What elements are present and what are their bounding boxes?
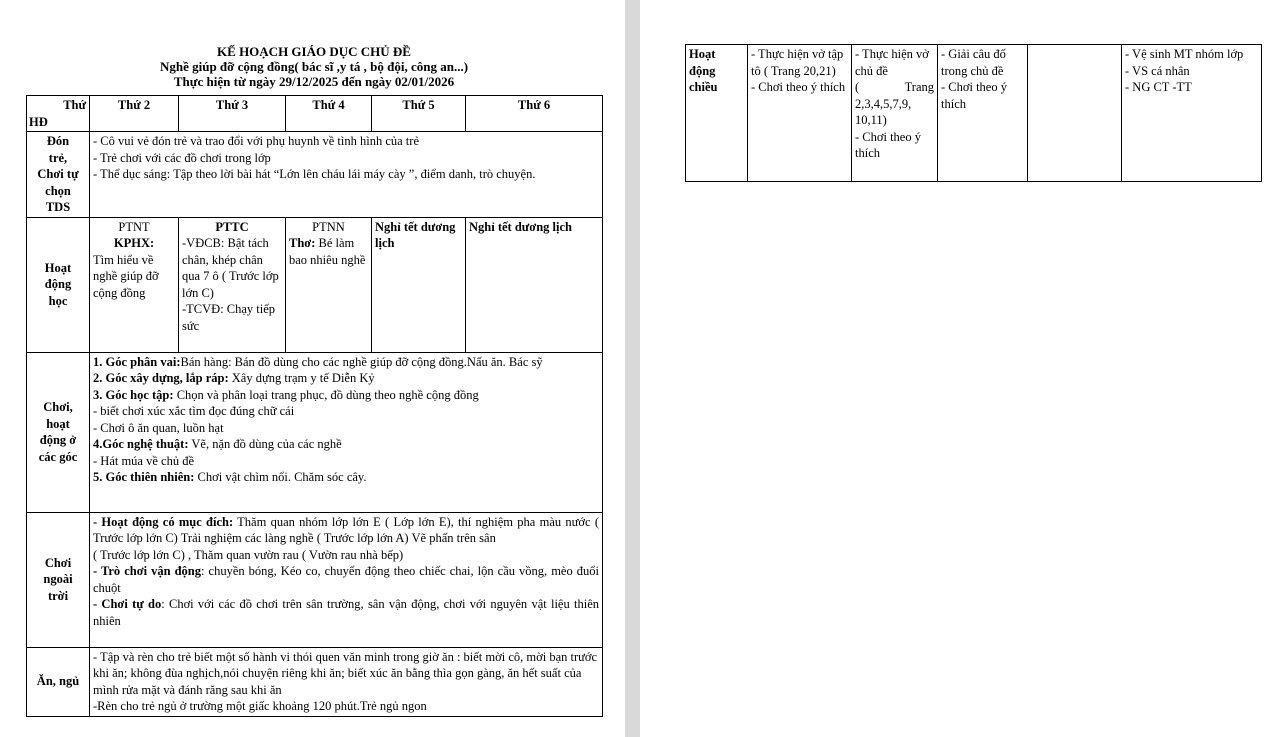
row-label-line: Hoạt — [689, 47, 716, 61]
row-label-afternoon — [686, 45, 748, 182]
row-label-corners — [27, 352, 90, 512]
header-day-fri: Thứ 6 — [466, 96, 603, 132]
outdoor-text: Thăm quan nhóm lớp lớn E ( Lớp lớn E), thí nghiệm pha màu nước ( Trước lớp lớn C) Trải nghiệm các làng nghề ( Trước lớp lớn A) Vẽ phấn trên sân — [93, 514, 600, 545]
row-label-line: động — [44, 277, 72, 292]
corner-item — [93, 370, 599, 387]
row-label-line: Đón — [46, 134, 70, 148]
header-day-label: Thứ — [63, 98, 86, 112]
corner-item — [93, 469, 599, 486]
row-label-welcome — [27, 132, 90, 218]
row-label-line: Hoạt — [44, 260, 72, 275]
outdoor-heading: - Trò chơi vận động — [93, 564, 202, 578]
afternoon-thu — [1028, 45, 1122, 182]
header-day-tue: Thứ 3 — [179, 96, 286, 132]
learning-tue-text: -TCVĐ: Chạy tiếp sức — [182, 302, 276, 333]
outdoor-content — [90, 512, 603, 647]
header-day-wed: Thứ 4 — [286, 96, 372, 132]
afternoon-line: - VS cá nhân — [1125, 63, 1190, 78]
welcome-content — [90, 132, 603, 218]
outdoor-text: : Chơi với các đồ chơi trên sân trường, sân vận động, chơi với nguyên vật liệu thiên nhiên — [93, 597, 599, 628]
row-label-line: học — [48, 293, 68, 308]
outdoor-line: ( Trước lớp lớn C) , Thăm quan vườn rau ( Vườn rau nhà bếp) — [93, 547, 404, 562]
welcome-line: - Cô vui vẻ đón trẻ và trao đổi với phụ huynh về tình hình của trẻ — [93, 134, 419, 148]
outdoor-line — [93, 596, 599, 629]
corner-item-heading: 4.Góc nghệ thuật: — [93, 437, 189, 451]
afternoon-wed — [938, 45, 1028, 182]
afternoon-line: - Chơi theo ý thích — [941, 80, 1007, 111]
row-label-line: Chơi — [44, 555, 72, 570]
header-activity-label: HĐ — [29, 114, 48, 129]
row-label-line: các góc — [38, 449, 78, 464]
corner-item — [93, 387, 599, 404]
corner-item-text: Vẽ, nặn đồ dùng của các nghề — [188, 437, 342, 451]
afternoon-line: - Giải câu đố trong chủ đề — [941, 47, 1006, 78]
row-welcome — [27, 132, 603, 218]
afternoon-line: - Chơi theo ý thích — [751, 80, 846, 94]
welcome-line: - Thể dục sáng: Tập theo lời bài hát “Lớn lên cháu lái máy cày ”, điểm danh, trò chuyện. — [93, 167, 536, 181]
document-subtitle: Nghề giúp đỡ cộng đồng( bác sĩ ,y tá , bộ đội, công an...) — [159, 59, 469, 74]
table-header-row — [27, 96, 603, 132]
row-afternoon — [686, 45, 1262, 182]
afternoon-table — [685, 44, 1262, 182]
corner-item — [93, 354, 599, 371]
header-activity-cell — [27, 96, 90, 132]
learning-tue-text: -VĐCB: Bật tách chân, khép chân qua 7 ô ( Trước lớp lớn C) — [182, 236, 279, 300]
document-title: KẾ HOẠCH GIÁO DỤC CHỦ ĐỀ — [217, 44, 411, 59]
plan-table — [26, 95, 603, 717]
afternoon-fri — [1122, 45, 1262, 182]
header-day-thu: Thứ 5 — [372, 96, 466, 132]
welcome-line: - Trẻ chơi với các đồ chơi trong lớp — [93, 150, 271, 165]
row-eating — [27, 647, 603, 716]
row-label-line: động ở — [39, 433, 77, 447]
afternoon-mon — [748, 45, 852, 182]
corners-content — [90, 352, 603, 512]
corner-item-text: - Chơi ô ăn quan, luồn hạt — [93, 420, 224, 435]
corner-item-heading: 3. Góc học tập: — [93, 387, 174, 402]
afternoon-line: - NG CT -TT — [1125, 80, 1192, 94]
corner-item-text: Chọn và phân loại trang phục, đồ dùng theo nghề cộng đồng — [173, 387, 479, 402]
row-outdoor — [27, 512, 603, 647]
row-label-line: Chơi tự — [37, 167, 79, 181]
row-corners — [27, 352, 603, 512]
corner-item-text: - biết chơi xúc xắc tìm đọc đúng chữ cái — [93, 404, 295, 418]
corner-item — [93, 436, 599, 453]
learning-fri: Nghỉ tết dương lịch — [466, 217, 603, 352]
outdoor-line — [93, 514, 599, 547]
afternoon-line: - Thực hiện vở chủ đề — [855, 47, 929, 78]
row-learning — [27, 217, 603, 352]
row-label-line: chọn — [45, 183, 71, 198]
learning-thu: Nghỉ tết dương lịch — [372, 217, 466, 352]
eating-line: -Rèn cho trẻ ngủ ở trường một giấc khoảng 120 phút.Trẻ ngủ ngon — [93, 699, 427, 713]
learning-wed-subject: Thơ: — [289, 236, 316, 250]
row-label-line: hoạt — [46, 416, 70, 431]
afternoon-line: - Chơi theo ý thích — [855, 129, 921, 160]
document-date-range: Thực hiện từ ngày 29/12/2025 đến ngày 02/01/2026 — [173, 74, 455, 89]
eating-line: - Tập và rèn cho trẻ biết một số hành vi thói quen văn minh trong giờ ăn : biết mời cô, mời bạn trước khi ăn; không đùa nghịch,nói chuyện riêng khi ăn; biết xúc ăn bằng thìa gọn gàng, ăn hết suất của mình rửa mặt và đánh răng sau khi ăn — [93, 649, 598, 697]
eating-content — [90, 647, 603, 716]
corner-item-text: Xây dựng trạm y tế Diễn Kỷ — [228, 371, 375, 385]
learning-tue-title: PTTC — [215, 219, 249, 234]
corner-item-heading: 2. Góc xây dựng, lắp ráp: — [93, 371, 229, 385]
afternoon-line: ( Trang 2,3,4,5,7,9, 10,11) — [855, 80, 934, 127]
corner-item-text: Bán hàng: Bán đồ dùng cho các nghề giúp đỡ cộng đồng.Nấu ăn. Bác sỹ — [180, 354, 543, 369]
row-label-line: Chơi, — [43, 400, 73, 414]
outdoor-text: : chuyền bóng, Kéo co, chuyển động theo chiếc chai, lộn cầu vồng, mèo đuổi chuột — [93, 564, 599, 595]
corner-item-heading: 1. Góc phân vai: — [93, 354, 181, 369]
learning-mon-text: Tìm hiểu về nghề giúp đỡ cộng đồng — [93, 252, 159, 300]
corner-item — [93, 420, 599, 437]
corner-item-text: - Hát múa về chủ đề — [93, 453, 195, 468]
learning-tue — [179, 217, 286, 352]
corner-item-heading: 5. Góc thiên nhiên: — [93, 470, 195, 484]
header-day-mon: Thứ 2 — [90, 96, 179, 132]
row-label-line: TDS — [45, 200, 71, 214]
row-label-learning — [27, 217, 90, 352]
learning-wed — [286, 217, 372, 352]
learning-mon-subject: KPHX: — [113, 236, 155, 250]
row-label-line: trời — [47, 588, 69, 603]
learning-wed-text: Bé làm bao nhiêu nghề — [289, 236, 366, 267]
row-label-outdoor — [27, 512, 90, 647]
corner-item — [93, 453, 599, 470]
afternoon-tue — [852, 45, 938, 182]
row-label-line: trẻ, — [48, 150, 68, 165]
learning-wed-title: PTNN — [312, 219, 345, 234]
row-label-line: ngoài — [43, 572, 73, 587]
row-label-eating: Ăn, ngủ — [27, 647, 90, 716]
learning-mon — [90, 217, 179, 352]
row-label-line: chiều — [689, 80, 718, 94]
row-label-line: động — [689, 63, 716, 78]
afternoon-line: - Thực hiện vở tập tô ( Trang 20,21) — [751, 47, 844, 78]
outdoor-heading: - Hoạt động có mục đích: — [93, 514, 234, 529]
corner-item — [93, 403, 599, 420]
outdoor-line — [93, 563, 599, 596]
afternoon-line: - Vệ sinh MT nhóm lớp — [1125, 47, 1244, 61]
document-title-block — [26, 44, 602, 89]
corner-item-text: Chơi vật chìm nổi. Chăm sóc cây. — [194, 470, 367, 484]
outdoor-heading: - Chơi tự do — [93, 597, 162, 611]
page-gap — [625, 0, 640, 737]
learning-mon-title: PTNT — [118, 219, 150, 234]
